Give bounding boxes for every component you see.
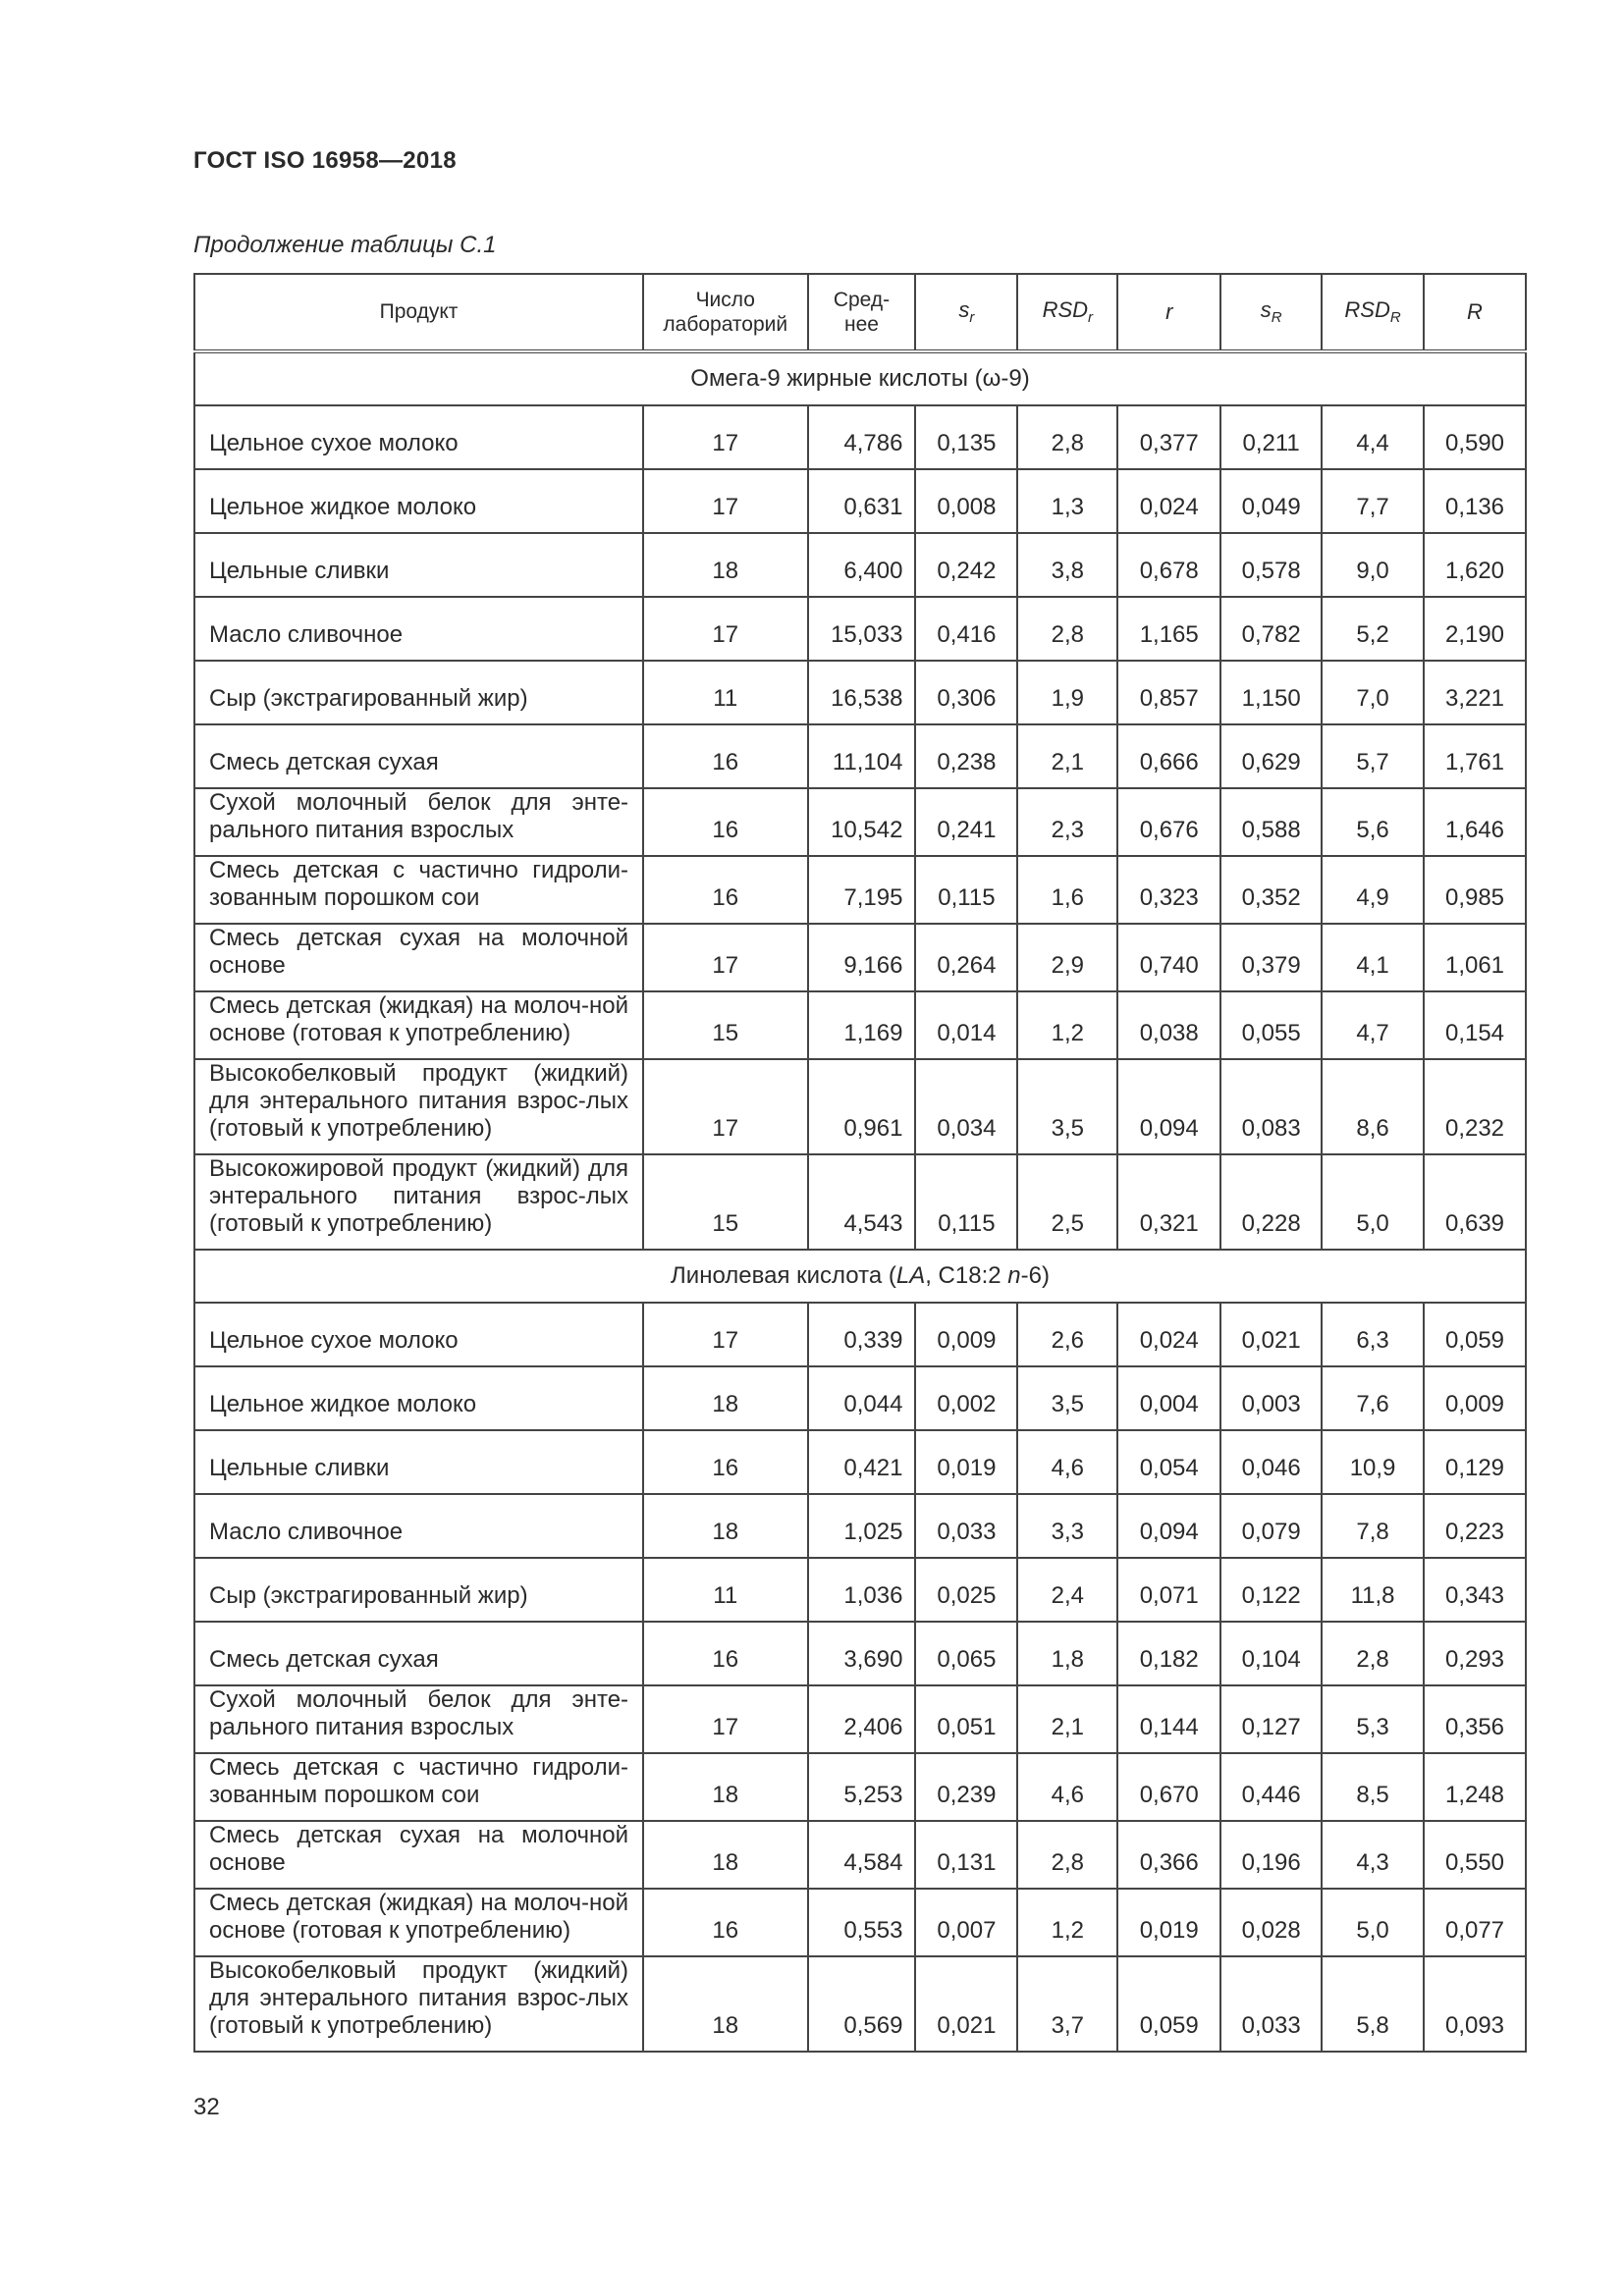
cell-R: 0,232 (1424, 1059, 1526, 1154)
cell-sR: 0,122 (1220, 1558, 1322, 1622)
cell-rsdr: 1,8 (1017, 1622, 1117, 1685)
table-row (194, 1494, 1526, 1558)
cell-sR: 0,228 (1220, 1154, 1322, 1250)
table-row (194, 1303, 1526, 1366)
cell-rsdR: 11,8 (1322, 1558, 1424, 1622)
cell-r: 1,165 (1117, 597, 1220, 661)
cell-product: Высокобелковый продукт (жидкий) для энтерального питания взрос-лых (готовый к употреблению) (194, 1956, 643, 2052)
cell-r: 0,094 (1117, 1059, 1220, 1154)
cell-mean: 4,786 (808, 405, 916, 469)
table-row (194, 991, 1526, 1059)
cell-r: 0,019 (1117, 1889, 1220, 1956)
table-header-row (194, 274, 1526, 351)
cell-r: 0,024 (1117, 1303, 1220, 1366)
cell-R: 1,061 (1424, 924, 1526, 991)
cell-sR: 0,083 (1220, 1059, 1322, 1154)
cell-rsdR: 5,2 (1322, 597, 1424, 661)
cell-rsdr: 1,2 (1017, 991, 1117, 1059)
cell-r: 0,321 (1117, 1154, 1220, 1250)
cell-sr: 0,242 (915, 533, 1017, 597)
cell-sr: 0,007 (915, 1889, 1017, 1956)
cell-sR: 0,021 (1220, 1303, 1322, 1366)
cell-rsdr: 3,5 (1017, 1366, 1117, 1430)
cell-sR: 0,127 (1220, 1685, 1322, 1753)
cell-r: 0,740 (1117, 924, 1220, 991)
cell-product: Высокобелковый продукт (жидкий) для энтерального питания взрос-лых (готовый к употреблению) (194, 1059, 643, 1154)
cell-r: 0,094 (1117, 1494, 1220, 1558)
cell-sR: 0,352 (1220, 856, 1322, 924)
cell-R: 0,077 (1424, 1889, 1526, 1956)
cell-R: 1,248 (1424, 1753, 1526, 1821)
cell-rsdR: 2,8 (1322, 1622, 1424, 1685)
cell-rsdr: 3,5 (1017, 1059, 1117, 1154)
cell-r: 0,059 (1117, 1956, 1220, 2052)
cell-labs: 16 (643, 1622, 807, 1685)
cell-rsdr: 1,3 (1017, 469, 1117, 533)
r-symbol: r (1165, 298, 1173, 324)
cell-sr: 0,021 (915, 1956, 1017, 2052)
cell-product: Смесь детская с частично гидроли-зованным порошком сои (194, 1753, 643, 1821)
cell-product: Цельное сухое молоко (194, 1303, 643, 1366)
cell-sR: 0,629 (1220, 724, 1322, 788)
cell-labs: 16 (643, 1430, 807, 1494)
cell-product: Масло сливочное (194, 1494, 643, 1558)
cell-r: 0,038 (1117, 991, 1220, 1059)
table-row (194, 788, 1526, 856)
table-row (194, 405, 1526, 469)
sR-symbol: s (1260, 296, 1272, 322)
cell-product: Сухой молочный белок для энте-рального питания взрослых (194, 1685, 643, 1753)
cell-labs: 17 (643, 405, 807, 469)
col-header-sR (1220, 274, 1322, 351)
cell-labs: 16 (643, 788, 807, 856)
cell-mean: 9,166 (808, 924, 916, 991)
cell-sR: 0,196 (1220, 1821, 1322, 1889)
cell-rsdr: 2,8 (1017, 405, 1117, 469)
cell-labs: 17 (643, 1059, 807, 1154)
cell-mean: 0,044 (808, 1366, 916, 1430)
cell-sR: 0,046 (1220, 1430, 1322, 1494)
section-title-part: Линолевая кислота ( (671, 1262, 896, 1289)
cell-sr: 0,135 (915, 405, 1017, 469)
cell-sr: 0,033 (915, 1494, 1017, 1558)
cell-mean: 11,104 (808, 724, 916, 788)
rsdR-symbol: RSD (1344, 296, 1390, 322)
cell-rsdr: 2,4 (1017, 1558, 1117, 1622)
cell-sr: 0,239 (915, 1753, 1017, 1821)
cell-sr: 0,416 (915, 597, 1017, 661)
section-title-part: LA (895, 1262, 926, 1289)
cell-sr: 0,264 (915, 924, 1017, 991)
cell-rsdR: 8,6 (1322, 1059, 1424, 1154)
cell-r: 0,054 (1117, 1430, 1220, 1494)
cell-R: 0,129 (1424, 1430, 1526, 1494)
cell-mean: 3,690 (808, 1622, 916, 1685)
cell-sr: 0,009 (915, 1303, 1017, 1366)
cell-rsdr: 4,6 (1017, 1430, 1117, 1494)
col-header-rsdR (1322, 274, 1424, 351)
cell-rsdR: 7,6 (1322, 1366, 1424, 1430)
page-number: 32 (193, 2094, 220, 2120)
cell-labs: 18 (643, 1753, 807, 1821)
cell-product: Смесь детская сухая (194, 724, 643, 788)
cell-rsdR: 4,7 (1322, 991, 1424, 1059)
cell-sR: 0,033 (1220, 1956, 1322, 2052)
table-row (194, 856, 1526, 924)
table-row (194, 533, 1526, 597)
cell-sr: 0,115 (915, 856, 1017, 924)
cell-R: 1,646 (1424, 788, 1526, 856)
cell-sr: 0,131 (915, 1821, 1017, 1889)
cell-R: 0,059 (1424, 1303, 1526, 1366)
cell-sr: 0,025 (915, 1558, 1017, 1622)
cell-product: Сухой молочный белок для энте-рального питания взрослых (194, 788, 643, 856)
cell-product: Цельные сливки (194, 1430, 643, 1494)
table-row (194, 1366, 1526, 1430)
cell-labs: 16 (643, 1889, 807, 1956)
cell-mean: 1,025 (808, 1494, 916, 1558)
cell-mean: 5,253 (808, 1753, 916, 1821)
cell-r: 0,377 (1117, 405, 1220, 469)
cell-rsdR: 10,9 (1322, 1430, 1424, 1494)
cell-rsdR: 4,4 (1322, 405, 1424, 469)
table-row (194, 1059, 1526, 1154)
cell-r: 0,024 (1117, 469, 1220, 533)
cell-rsdr: 1,2 (1017, 1889, 1117, 1956)
cell-labs: 16 (643, 724, 807, 788)
cell-rsdR: 5,0 (1322, 1889, 1424, 1956)
cell-rsdR: 6,3 (1322, 1303, 1424, 1366)
cell-labs: 18 (643, 1366, 807, 1430)
cell-product: Цельное жидкое молоко (194, 469, 643, 533)
cell-r: 0,004 (1117, 1366, 1220, 1430)
section-header-row (194, 1250, 1526, 1303)
cell-sR: 0,446 (1220, 1753, 1322, 1821)
cell-sr: 0,306 (915, 661, 1017, 724)
cell-labs: 17 (643, 597, 807, 661)
cell-R: 0,639 (1424, 1154, 1526, 1250)
cell-mean: 0,569 (808, 1956, 916, 2052)
cell-r: 0,676 (1117, 788, 1220, 856)
cell-sR: 0,782 (1220, 597, 1322, 661)
cell-sr: 0,008 (915, 469, 1017, 533)
cell-product: Смесь детская (жидкая) на молоч-ной основе (готовая к употреблению) (194, 1889, 643, 1956)
cell-sR: 0,578 (1220, 533, 1322, 597)
cell-mean: 4,543 (808, 1154, 916, 1250)
cell-R: 1,620 (1424, 533, 1526, 597)
cell-product: Смесь детская сухая на молочной основе (194, 924, 643, 991)
col-header-sr (915, 274, 1017, 351)
precision-data-table (193, 273, 1527, 2053)
cell-labs: 11 (643, 661, 807, 724)
cell-sr: 0,034 (915, 1059, 1017, 1154)
table-row (194, 469, 1526, 533)
table-row (194, 597, 1526, 661)
cell-r: 0,366 (1117, 1821, 1220, 1889)
cell-labs: 18 (643, 533, 807, 597)
cell-labs: 17 (643, 1303, 807, 1366)
cell-product: Цельное жидкое молоко (194, 1366, 643, 1430)
section-header-row (194, 351, 1526, 405)
cell-R: 0,590 (1424, 405, 1526, 469)
table-row (194, 661, 1526, 724)
cell-mean: 16,538 (808, 661, 916, 724)
cell-rsdr: 2,3 (1017, 788, 1117, 856)
cell-mean: 2,406 (808, 1685, 916, 1753)
sR-subscript: R (1271, 309, 1282, 327)
cell-sR: 0,211 (1220, 405, 1322, 469)
cell-product: Цельные сливки (194, 533, 643, 597)
cell-mean: 0,421 (808, 1430, 916, 1494)
table-row (194, 1956, 1526, 2052)
cell-r: 0,678 (1117, 533, 1220, 597)
cell-rsdr: 1,6 (1017, 856, 1117, 924)
cell-sR: 1,150 (1220, 661, 1322, 724)
cell-labs: 17 (643, 469, 807, 533)
table-row (194, 1889, 1526, 1956)
cell-product: Смесь детская (жидкая) на молоч-ной основе (готовая к употреблению) (194, 991, 643, 1059)
sr-symbol: s (958, 296, 970, 322)
cell-mean: 4,584 (808, 1821, 916, 1889)
cell-rsdr: 3,7 (1017, 1956, 1117, 2052)
cell-mean: 0,631 (808, 469, 916, 533)
cell-labs: 15 (643, 1154, 807, 1250)
col-header-labs: Число лабораторий (643, 274, 807, 351)
cell-product: Масло сливочное (194, 597, 643, 661)
cell-product: Смесь детская сухая (194, 1622, 643, 1685)
section-title-part: n (1007, 1262, 1021, 1289)
cell-rsdR: 4,3 (1322, 1821, 1424, 1889)
cell-mean: 0,339 (808, 1303, 916, 1366)
cell-rsdR: 7,7 (1322, 469, 1424, 533)
cell-R: 0,093 (1424, 1956, 1526, 2052)
section-title (194, 1250, 1526, 1303)
col-header-rsdr (1017, 274, 1117, 351)
col-header-product: Продукт (194, 274, 643, 351)
cell-rsdr: 2,9 (1017, 924, 1117, 991)
cell-sR: 0,003 (1220, 1366, 1322, 1430)
cell-sr: 0,115 (915, 1154, 1017, 1250)
cell-rsdr: 4,6 (1017, 1753, 1117, 1821)
section-title: Омега-9 жирные кислоты (ω-9) (194, 351, 1526, 405)
section-title-part: , C18:2 (925, 1262, 1008, 1289)
cell-mean: 1,169 (808, 991, 916, 1059)
cell-R: 2,190 (1424, 597, 1526, 661)
cell-labs: 18 (643, 1821, 807, 1889)
cell-r: 0,857 (1117, 661, 1220, 724)
cell-sR: 0,049 (1220, 469, 1322, 533)
cell-labs: 16 (643, 856, 807, 924)
cell-rsdR: 9,0 (1322, 533, 1424, 597)
col-header-mean: Сред-нее (808, 274, 916, 351)
table-row (194, 1821, 1526, 1889)
cell-sr: 0,019 (915, 1430, 1017, 1494)
cell-product: Сыр (экстрагированный жир) (194, 1558, 643, 1622)
cell-R: 0,985 (1424, 856, 1526, 924)
cell-rsdR: 5,7 (1322, 724, 1424, 788)
cell-product: Высокожировой продукт (жидкий) для энтерального питания взрос-лых (готовый к употреблению) (194, 1154, 643, 1250)
rsdr-symbol: RSD (1042, 296, 1089, 322)
cell-R: 0,550 (1424, 1821, 1526, 1889)
cell-product: Смесь детская сухая на молочной основе (194, 1821, 643, 1889)
cell-R: 0,293 (1424, 1622, 1526, 1685)
R-symbol: R (1467, 298, 1483, 324)
cell-labs: 18 (643, 1494, 807, 1558)
table-row (194, 1753, 1526, 1821)
cell-rsdr: 1,9 (1017, 661, 1117, 724)
cell-r: 0,666 (1117, 724, 1220, 788)
rsdR-subscript: R (1389, 309, 1401, 327)
cell-sR: 0,055 (1220, 991, 1322, 1059)
cell-R: 0,343 (1424, 1558, 1526, 1622)
cell-r: 0,323 (1117, 856, 1220, 924)
cell-sr: 0,065 (915, 1622, 1017, 1685)
cell-mean: 10,542 (808, 788, 916, 856)
cell-rsdR: 5,0 (1322, 1154, 1424, 1250)
cell-labs: 18 (643, 1956, 807, 2052)
cell-rsdR: 5,8 (1322, 1956, 1424, 2052)
cell-mean: 0,961 (808, 1059, 916, 1154)
cell-product: Смесь детская с частично гидроли-зованным порошком сои (194, 856, 643, 924)
cell-sR: 0,588 (1220, 788, 1322, 856)
table-row (194, 1430, 1526, 1494)
cell-rsdr: 2,1 (1017, 1685, 1117, 1753)
section-title-part: -6) (1020, 1262, 1050, 1289)
cell-sR: 0,379 (1220, 924, 1322, 991)
table-row (194, 1622, 1526, 1685)
cell-sr: 0,051 (915, 1685, 1017, 1753)
cell-rsdr: 2,6 (1017, 1303, 1117, 1366)
cell-rsdr: 2,5 (1017, 1154, 1117, 1250)
cell-rsdR: 7,8 (1322, 1494, 1424, 1558)
cell-rsdR: 4,9 (1322, 856, 1424, 924)
cell-sr: 0,014 (915, 991, 1017, 1059)
cell-mean: 0,553 (808, 1889, 916, 1956)
cell-rsdR: 7,0 (1322, 661, 1424, 724)
table-row (194, 1154, 1526, 1250)
cell-r: 0,144 (1117, 1685, 1220, 1753)
cell-R: 1,761 (1424, 724, 1526, 788)
cell-rsdr: 3,8 (1017, 533, 1117, 597)
cell-rsdR: 4,1 (1322, 924, 1424, 991)
cell-rsdr: 2,8 (1017, 597, 1117, 661)
rsdr-subscript: r (1088, 309, 1094, 327)
cell-sr: 0,002 (915, 1366, 1017, 1430)
sr-subscript: r (969, 309, 975, 327)
document-header: ГОСТ ISO 16958—2018 (193, 147, 457, 174)
cell-mean: 15,033 (808, 597, 916, 661)
cell-r: 0,182 (1117, 1622, 1220, 1685)
col-header-R (1424, 274, 1526, 351)
cell-R: 3,221 (1424, 661, 1526, 724)
cell-r: 0,670 (1117, 1753, 1220, 1821)
cell-sR: 0,104 (1220, 1622, 1322, 1685)
cell-rsdR: 5,3 (1322, 1685, 1424, 1753)
cell-rsdr: 2,8 (1017, 1821, 1117, 1889)
cell-rsdR: 5,6 (1322, 788, 1424, 856)
cell-rsdr: 2,1 (1017, 724, 1117, 788)
cell-sR: 0,079 (1220, 1494, 1322, 1558)
cell-mean: 7,195 (808, 856, 916, 924)
table-row (194, 1685, 1526, 1753)
table-row (194, 1558, 1526, 1622)
cell-rsdr: 3,3 (1017, 1494, 1117, 1558)
table-row (194, 724, 1526, 788)
cell-mean: 1,036 (808, 1558, 916, 1622)
cell-labs: 17 (643, 1685, 807, 1753)
cell-r: 0,071 (1117, 1558, 1220, 1622)
cell-rsdR: 8,5 (1322, 1753, 1424, 1821)
col-header-r (1117, 274, 1220, 351)
cell-R: 0,009 (1424, 1366, 1526, 1430)
cell-R: 0,136 (1424, 469, 1526, 533)
cell-labs: 11 (643, 1558, 807, 1622)
cell-R: 0,356 (1424, 1685, 1526, 1753)
cell-sr: 0,241 (915, 788, 1017, 856)
cell-product: Цельное сухое молоко (194, 405, 643, 469)
cell-labs: 17 (643, 924, 807, 991)
cell-R: 0,154 (1424, 991, 1526, 1059)
cell-labs: 15 (643, 991, 807, 1059)
cell-sR: 0,028 (1220, 1889, 1322, 1956)
cell-sr: 0,238 (915, 724, 1017, 788)
table-caption: Продолжение таблицы С.1 (193, 232, 497, 258)
cell-product: Сыр (экстрагированный жир) (194, 661, 643, 724)
cell-mean: 6,400 (808, 533, 916, 597)
cell-R: 0,223 (1424, 1494, 1526, 1558)
table-row (194, 924, 1526, 991)
